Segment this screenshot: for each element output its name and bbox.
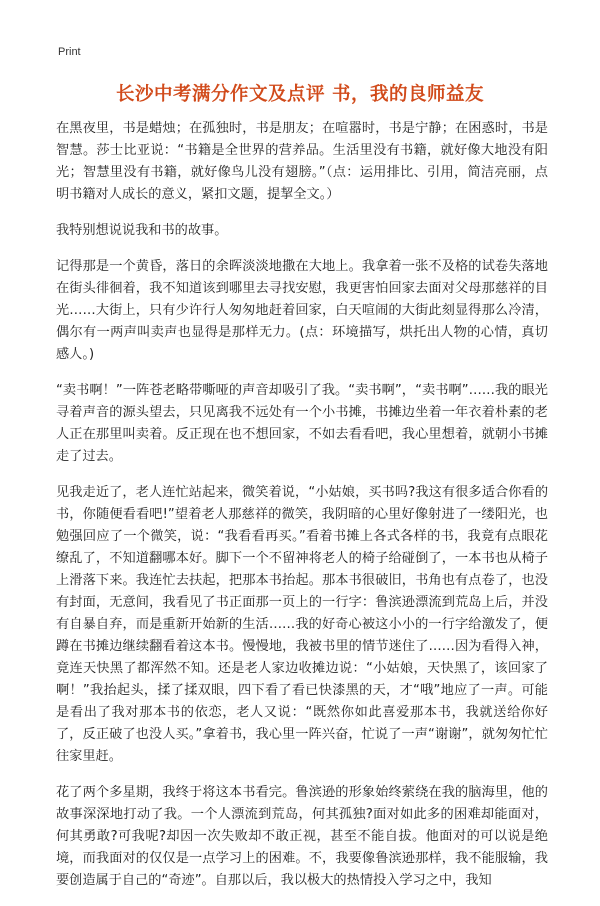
page-title: 长沙中考满分作文及点评 书，我的良师益友 xyxy=(116,84,484,105)
paragraph-evening: 记得那是一个黄昏，落日的余晖淡淡地撒在大地上。我拿着一张不及格的试卷失落地在街头徘徊着，我不知道该到哪里去寻找安慰，我更害怕回家去面对父母那慈祥的目光……大街上，只有少许行人匆匆地赶着回家，白天喧闹的大街此刻显得那么冷清，偶尔有一两声叫卖声也显得是那样无力。(点：环境描写，烘托出人物的心情，真切感人。) xyxy=(56,259,548,362)
article-body xyxy=(56,118,548,906)
paragraph-reflection: 花了两个多星期，我终于将这本书看完。鲁滨逊的形象始终萦绕在我的脑海里，他的故事深深地打动了我。一个人漂流到荒岛，何其孤独?面对如此多的困难却能面对，何其勇敢?可我呢?却因一次失败却不敢正视，甚至不能自拔。他面对的可以说是绝境，而我面对的仅仅是一点学习上的困难。不，我要像鲁滨逊那样，我不能服输，我要创造属于自己的“奇迹”。自那以后，我以极大的热情投入学习之中，我知 xyxy=(56,785,548,888)
paragraph-story-opening: 我特别想说说我和书的故事。 xyxy=(56,223,228,238)
paragraph-intro: 在黑夜里，书是蜡烛；在孤独时，书是朋友；在喧嚣时，书是宁静；在困惑时，书是智慧。莎士比亚说：“书籍是全世界的营养品。生活里没有书籍，就好像大地没有阳光；智慧里没有书籍，就好像鸟儿没有翅膀。”（点：运用排比、引用，简洁亮丽，点明书籍对人成长的意义，紧扣文题，提挈全文。） xyxy=(56,121,548,202)
paragraph-book-seller: “卖书啊！”一阵苍老略带嘶哑的声音却吸引了我。“卖书啊”，“卖书啊”……我的眼光寻着声音的源头望去，只见离我不远处有一个小书摊，书摊边坐着一年衣着朴素的老人正在那里叫卖着。反正现在也不想回家，不如去看看吧，我心里想着，就朝小书摊走了过去。 xyxy=(56,383,548,464)
print-link[interactable]: Print xyxy=(58,46,81,58)
paragraph-encounter: 见我走近了，老人连忙站起来，微笑着说，“小姑娘，买书吗?我这有很多适合你看的书，你随便看看吧!”望着老人那慈祥的微笑，我阴暗的心里好像射进了一缕阳光，也勉强回应了一个微笑，说：“我看看再买。”看着书摊上各式各样的书，我竟有点眼花缭乱了，不知道翻哪本好。脚下一个不留神将老人的椅子给碰倒了，一本书也从椅子上滑落下来。我连忙去扶起，把那本书抬起。那本书很破旧，书角也有点卷了，也没有封面，无意间，我看见了书正面那一页上的一行字：鲁滨逊漂流到荒岛上后，并没有自暴自弃，而是重新开始新的生活……我的好奇心被这小小的一行字给激发了，便蹲在书摊边继续翻看着这本书。慢慢地，我被书里的情节迷住了……因为看得入神，竟连天快黑了都浑然不知。还是老人家边收摊边说：“小姑娘，天快黑了，该回家了啊！”我抬起头，揉了揉双眼，四下看了看已快漆黑的天，才“哦”地应了一声。可能是看出了我对那本书的依恋，老人又说：“既然你如此喜爱那本书，我就送给你好了，反正破了也没人买。”拿着书，我心里一阵兴奋，忙说了一声“谢谢”，就匆匆忙忙往家里赶。 xyxy=(56,485,548,764)
